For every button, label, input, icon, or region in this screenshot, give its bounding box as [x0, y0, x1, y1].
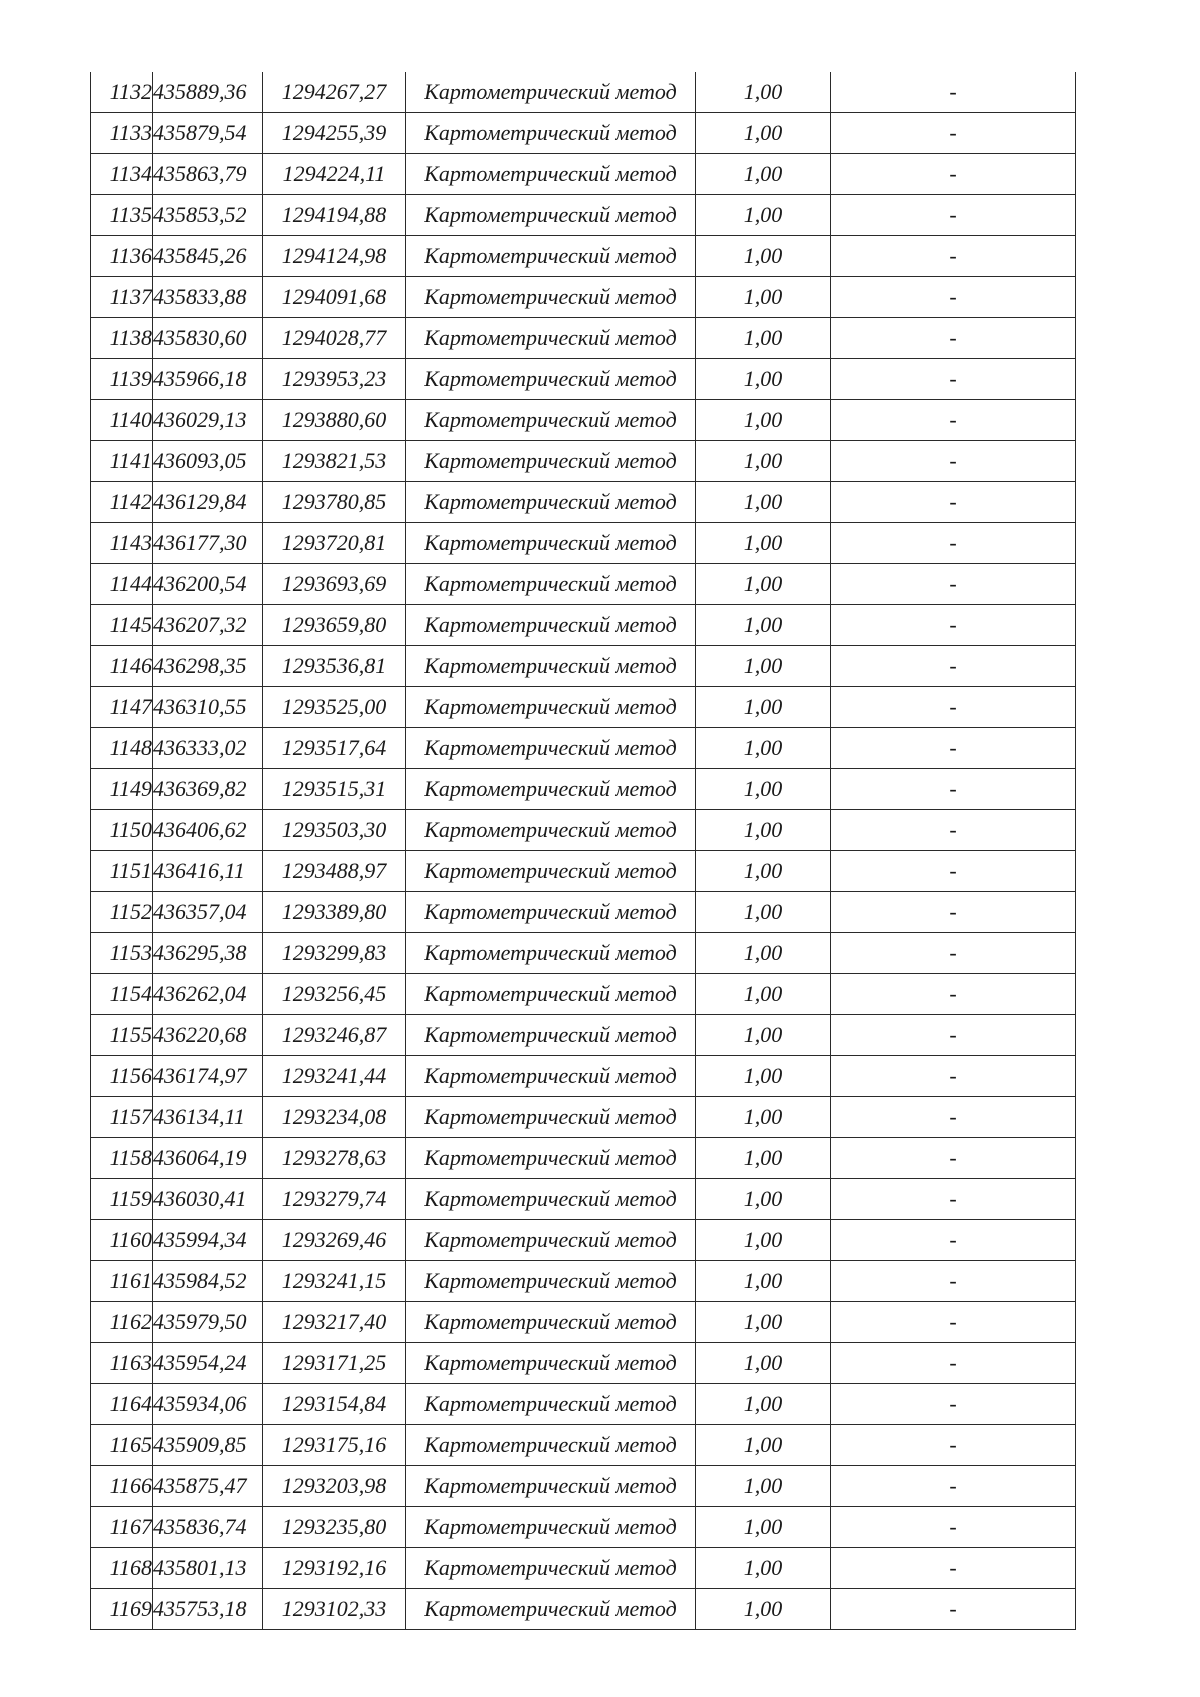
point-number-cell: 1160	[91, 1220, 153, 1261]
y-coordinate-cell: 1293241,15	[263, 1261, 406, 1302]
point-number-cell: 1163	[91, 1343, 153, 1384]
accuracy-cell: 1,00	[696, 400, 831, 441]
y-coordinate-cell: 1293192,16	[263, 1548, 406, 1589]
description-cell: -	[831, 1015, 1076, 1056]
point-number-cell: 1145	[91, 605, 153, 646]
table-row	[91, 1343, 1076, 1384]
point-number-cell: 1136	[91, 236, 153, 277]
description-cell: -	[831, 892, 1076, 933]
point-number-cell: 1139	[91, 359, 153, 400]
x-coordinate-cell: 435934,06	[153, 1384, 263, 1425]
accuracy-cell: 1,00	[696, 605, 831, 646]
x-coordinate-cell: 436030,41	[153, 1179, 263, 1220]
table-row	[91, 1425, 1076, 1466]
method-cell: Картометрический метод	[406, 646, 696, 687]
y-coordinate-cell: 1293536,81	[263, 646, 406, 687]
point-number-cell: 1144	[91, 564, 153, 605]
accuracy-cell: 1,00	[696, 195, 831, 236]
method-cell: Картометрический метод	[406, 400, 696, 441]
y-coordinate-cell: 1293246,87	[263, 1015, 406, 1056]
table-row	[91, 359, 1076, 400]
description-cell: -	[831, 1548, 1076, 1589]
x-coordinate-cell: 436207,32	[153, 605, 263, 646]
accuracy-cell: 1,00	[696, 646, 831, 687]
point-number-cell: 1165	[91, 1425, 153, 1466]
x-coordinate-cell: 436295,38	[153, 933, 263, 974]
point-number-cell: 1150	[91, 810, 153, 851]
x-coordinate-cell: 436093,05	[153, 441, 263, 482]
table-row	[91, 1138, 1076, 1179]
y-coordinate-cell: 1293880,60	[263, 400, 406, 441]
x-coordinate-cell: 436369,82	[153, 769, 263, 810]
method-cell: Картометрический метод	[406, 277, 696, 318]
table-row	[91, 851, 1076, 892]
y-coordinate-cell: 1294028,77	[263, 318, 406, 359]
method-cell: Картометрический метод	[406, 728, 696, 769]
description-cell: -	[831, 1425, 1076, 1466]
accuracy-cell: 1,00	[696, 974, 831, 1015]
x-coordinate-cell: 436416,11	[153, 851, 263, 892]
description-cell: -	[831, 318, 1076, 359]
accuracy-cell: 1,00	[696, 482, 831, 523]
accuracy-cell: 1,00	[696, 523, 831, 564]
accuracy-cell: 1,00	[696, 564, 831, 605]
accuracy-cell: 1,00	[696, 113, 831, 154]
point-number-cell: 1138	[91, 318, 153, 359]
table-row	[91, 646, 1076, 687]
x-coordinate-cell: 436262,04	[153, 974, 263, 1015]
point-number-cell: 1132	[91, 72, 153, 113]
y-coordinate-cell: 1293525,00	[263, 687, 406, 728]
method-cell: Картометрический метод	[406, 236, 696, 277]
method-cell: Картометрический метод	[406, 1343, 696, 1384]
description-cell: -	[831, 769, 1076, 810]
description-cell: -	[831, 441, 1076, 482]
method-cell: Картометрический метод	[406, 1302, 696, 1343]
table-row	[91, 72, 1076, 113]
accuracy-cell: 1,00	[696, 1138, 831, 1179]
description-cell: -	[831, 359, 1076, 400]
point-number-cell: 1149	[91, 769, 153, 810]
table-row	[91, 441, 1076, 482]
y-coordinate-cell: 1293235,80	[263, 1507, 406, 1548]
y-coordinate-cell: 1294224,11	[263, 154, 406, 195]
y-coordinate-cell: 1293154,84	[263, 1384, 406, 1425]
y-coordinate-cell: 1294255,39	[263, 113, 406, 154]
y-coordinate-cell: 1293693,69	[263, 564, 406, 605]
y-coordinate-cell: 1293217,40	[263, 1302, 406, 1343]
point-number-cell: 1137	[91, 277, 153, 318]
description-cell: -	[831, 154, 1076, 195]
accuracy-cell: 1,00	[696, 810, 831, 851]
accuracy-cell: 1,00	[696, 1179, 831, 1220]
point-number-cell: 1159	[91, 1179, 153, 1220]
point-number-cell: 1152	[91, 892, 153, 933]
method-cell: Картометрический метод	[406, 482, 696, 523]
table-row	[91, 933, 1076, 974]
method-cell: Картометрический метод	[406, 113, 696, 154]
point-number-cell: 1166	[91, 1466, 153, 1507]
method-cell: Картометрический метод	[406, 1589, 696, 1630]
x-coordinate-cell: 436333,02	[153, 728, 263, 769]
y-coordinate-cell: 1293278,63	[263, 1138, 406, 1179]
description-cell: -	[831, 523, 1076, 564]
accuracy-cell: 1,00	[696, 1097, 831, 1138]
method-cell: Картометрический метод	[406, 1097, 696, 1138]
table-row	[91, 1179, 1076, 1220]
accuracy-cell: 1,00	[696, 1056, 831, 1097]
y-coordinate-cell: 1293299,83	[263, 933, 406, 974]
y-coordinate-cell: 1294091,68	[263, 277, 406, 318]
table-row	[91, 318, 1076, 359]
method-cell: Картометрический метод	[406, 359, 696, 400]
description-cell: -	[831, 1507, 1076, 1548]
description-cell: -	[831, 1097, 1076, 1138]
y-coordinate-cell: 1293389,80	[263, 892, 406, 933]
table-row	[91, 1015, 1076, 1056]
point-number-cell: 1143	[91, 523, 153, 564]
method-cell: Картометрический метод	[406, 154, 696, 195]
point-number-cell: 1168	[91, 1548, 153, 1589]
method-cell: Картометрический метод	[406, 1466, 696, 1507]
y-coordinate-cell: 1293488,97	[263, 851, 406, 892]
accuracy-cell: 1,00	[696, 1343, 831, 1384]
point-number-cell: 1157	[91, 1097, 153, 1138]
x-coordinate-cell: 436134,11	[153, 1097, 263, 1138]
accuracy-cell: 1,00	[696, 933, 831, 974]
description-cell: -	[831, 1220, 1076, 1261]
x-coordinate-cell: 436310,55	[153, 687, 263, 728]
table-row	[91, 400, 1076, 441]
x-coordinate-cell: 436200,54	[153, 564, 263, 605]
description-cell: -	[831, 236, 1076, 277]
table-row	[91, 728, 1076, 769]
y-coordinate-cell: 1293821,53	[263, 441, 406, 482]
point-number-cell: 1146	[91, 646, 153, 687]
point-number-cell: 1135	[91, 195, 153, 236]
description-cell: -	[831, 851, 1076, 892]
y-coordinate-cell: 1293515,31	[263, 769, 406, 810]
description-cell: -	[831, 605, 1076, 646]
description-cell: -	[831, 810, 1076, 851]
x-coordinate-cell: 435879,54	[153, 113, 263, 154]
x-coordinate-cell: 435875,47	[153, 1466, 263, 1507]
accuracy-cell: 1,00	[696, 892, 831, 933]
method-cell: Картометрический метод	[406, 1220, 696, 1261]
accuracy-cell: 1,00	[696, 1425, 831, 1466]
point-number-cell: 1147	[91, 687, 153, 728]
accuracy-cell: 1,00	[696, 728, 831, 769]
accuracy-cell: 1,00	[696, 1015, 831, 1056]
y-coordinate-cell: 1293241,44	[263, 1056, 406, 1097]
y-coordinate-cell: 1293503,30	[263, 810, 406, 851]
table-row	[91, 1302, 1076, 1343]
table-row	[91, 1548, 1076, 1589]
point-number-cell: 1164	[91, 1384, 153, 1425]
y-coordinate-cell: 1293659,80	[263, 605, 406, 646]
method-cell: Картометрический метод	[406, 769, 696, 810]
x-coordinate-cell: 436029,13	[153, 400, 263, 441]
description-cell: -	[831, 1179, 1076, 1220]
table-row	[91, 974, 1076, 1015]
description-cell: -	[831, 1384, 1076, 1425]
point-number-cell: 1141	[91, 441, 153, 482]
x-coordinate-cell: 435801,13	[153, 1548, 263, 1589]
method-cell: Картометрический метод	[406, 851, 696, 892]
accuracy-cell: 1,00	[696, 1261, 831, 1302]
x-coordinate-cell: 435836,74	[153, 1507, 263, 1548]
x-coordinate-cell: 436129,84	[153, 482, 263, 523]
accuracy-cell: 1,00	[696, 359, 831, 400]
x-coordinate-cell: 435845,26	[153, 236, 263, 277]
accuracy-cell: 1,00	[696, 1589, 831, 1630]
method-cell: Картометрический метод	[406, 523, 696, 564]
method-cell: Картометрический метод	[406, 1507, 696, 1548]
method-cell: Картометрический метод	[406, 1384, 696, 1425]
table-row	[91, 687, 1076, 728]
point-number-cell: 1133	[91, 113, 153, 154]
method-cell: Картометрический метод	[406, 318, 696, 359]
table-row	[91, 1220, 1076, 1261]
y-coordinate-cell: 1293953,23	[263, 359, 406, 400]
point-number-cell: 1167	[91, 1507, 153, 1548]
x-coordinate-cell: 436298,35	[153, 646, 263, 687]
method-cell: Картометрический метод	[406, 1138, 696, 1179]
x-coordinate-cell: 435830,60	[153, 318, 263, 359]
accuracy-cell: 1,00	[696, 851, 831, 892]
method-cell: Картометрический метод	[406, 1425, 696, 1466]
x-coordinate-cell: 435984,52	[153, 1261, 263, 1302]
table-row	[91, 1261, 1076, 1302]
table-row	[91, 1589, 1076, 1630]
table-row	[91, 564, 1076, 605]
accuracy-cell: 1,00	[696, 769, 831, 810]
point-number-cell: 1151	[91, 851, 153, 892]
accuracy-cell: 1,00	[696, 277, 831, 318]
method-cell: Картометрический метод	[406, 974, 696, 1015]
x-coordinate-cell: 436177,30	[153, 523, 263, 564]
y-coordinate-cell: 1293203,98	[263, 1466, 406, 1507]
method-cell: Картометрический метод	[406, 1261, 696, 1302]
accuracy-cell: 1,00	[696, 72, 831, 113]
x-coordinate-cell: 435954,24	[153, 1343, 263, 1384]
accuracy-cell: 1,00	[696, 318, 831, 359]
y-coordinate-cell: 1294124,98	[263, 236, 406, 277]
description-cell: -	[831, 1302, 1076, 1343]
description-cell: -	[831, 113, 1076, 154]
description-cell: -	[831, 195, 1076, 236]
accuracy-cell: 1,00	[696, 441, 831, 482]
description-cell: -	[831, 400, 1076, 441]
table-row	[91, 892, 1076, 933]
table-row	[91, 605, 1076, 646]
y-coordinate-cell: 1293171,25	[263, 1343, 406, 1384]
table-row	[91, 1056, 1076, 1097]
point-number-cell: 1140	[91, 400, 153, 441]
accuracy-cell: 1,00	[696, 1302, 831, 1343]
table-row	[91, 769, 1076, 810]
method-cell: Картометрический метод	[406, 1179, 696, 1220]
x-coordinate-cell: 435994,34	[153, 1220, 263, 1261]
x-coordinate-cell: 436406,62	[153, 810, 263, 851]
table-row	[91, 1507, 1076, 1548]
x-coordinate-cell: 436064,19	[153, 1138, 263, 1179]
point-number-cell: 1158	[91, 1138, 153, 1179]
table-row	[91, 1384, 1076, 1425]
x-coordinate-cell: 435833,88	[153, 277, 263, 318]
y-coordinate-cell: 1294267,27	[263, 72, 406, 113]
accuracy-cell: 1,00	[696, 1507, 831, 1548]
method-cell: Картометрический метод	[406, 564, 696, 605]
table-row	[91, 482, 1076, 523]
description-cell: -	[831, 1466, 1076, 1507]
x-coordinate-cell: 435889,36	[153, 72, 263, 113]
x-coordinate-cell: 435979,50	[153, 1302, 263, 1343]
y-coordinate-cell: 1293102,33	[263, 1589, 406, 1630]
method-cell: Картометрический метод	[406, 892, 696, 933]
description-cell: -	[831, 72, 1076, 113]
description-cell: -	[831, 687, 1076, 728]
accuracy-cell: 1,00	[696, 154, 831, 195]
table-row	[91, 810, 1076, 851]
table-row	[91, 523, 1076, 564]
description-cell: -	[831, 1056, 1076, 1097]
method-cell: Картометрический метод	[406, 1056, 696, 1097]
point-number-cell: 1134	[91, 154, 153, 195]
table-row	[91, 1466, 1076, 1507]
x-coordinate-cell: 435909,85	[153, 1425, 263, 1466]
table-row	[91, 195, 1076, 236]
x-coordinate-cell: 435853,52	[153, 195, 263, 236]
description-cell: -	[831, 974, 1076, 1015]
description-cell: -	[831, 1589, 1076, 1630]
point-number-cell: 1155	[91, 1015, 153, 1056]
table-body	[91, 72, 1076, 1630]
method-cell: Картометрический метод	[406, 195, 696, 236]
description-cell: -	[831, 482, 1076, 523]
accuracy-cell: 1,00	[696, 1220, 831, 1261]
description-cell: -	[831, 1343, 1076, 1384]
point-number-cell: 1162	[91, 1302, 153, 1343]
description-cell: -	[831, 728, 1076, 769]
y-coordinate-cell: 1294194,88	[263, 195, 406, 236]
table-row	[91, 236, 1076, 277]
accuracy-cell: 1,00	[696, 1466, 831, 1507]
description-cell: -	[831, 1138, 1076, 1179]
coordinates-table	[90, 72, 1076, 1630]
description-cell: -	[831, 1261, 1076, 1302]
point-number-cell: 1156	[91, 1056, 153, 1097]
y-coordinate-cell: 1293175,16	[263, 1425, 406, 1466]
x-coordinate-cell: 435863,79	[153, 154, 263, 195]
accuracy-cell: 1,00	[696, 236, 831, 277]
description-cell: -	[831, 646, 1076, 687]
method-cell: Картометрический метод	[406, 1015, 696, 1056]
y-coordinate-cell: 1293269,46	[263, 1220, 406, 1261]
y-coordinate-cell: 1293517,64	[263, 728, 406, 769]
table-row	[91, 1097, 1076, 1138]
accuracy-cell: 1,00	[696, 1548, 831, 1589]
x-coordinate-cell: 435753,18	[153, 1589, 263, 1630]
table-row	[91, 277, 1076, 318]
method-cell: Картометрический метод	[406, 933, 696, 974]
point-number-cell: 1148	[91, 728, 153, 769]
x-coordinate-cell: 436220,68	[153, 1015, 263, 1056]
method-cell: Картометрический метод	[406, 72, 696, 113]
accuracy-cell: 1,00	[696, 687, 831, 728]
point-number-cell: 1142	[91, 482, 153, 523]
coordinates-table-page	[90, 72, 1075, 1630]
point-number-cell: 1153	[91, 933, 153, 974]
method-cell: Картометрический метод	[406, 1548, 696, 1589]
accuracy-cell: 1,00	[696, 1384, 831, 1425]
y-coordinate-cell: 1293720,81	[263, 523, 406, 564]
x-coordinate-cell: 435966,18	[153, 359, 263, 400]
y-coordinate-cell: 1293279,74	[263, 1179, 406, 1220]
table-row	[91, 154, 1076, 195]
method-cell: Картометрический метод	[406, 605, 696, 646]
x-coordinate-cell: 436357,04	[153, 892, 263, 933]
table-row	[91, 113, 1076, 154]
point-number-cell: 1169	[91, 1589, 153, 1630]
y-coordinate-cell: 1293234,08	[263, 1097, 406, 1138]
description-cell: -	[831, 933, 1076, 974]
method-cell: Картометрический метод	[406, 687, 696, 728]
method-cell: Картометрический метод	[406, 810, 696, 851]
point-number-cell: 1161	[91, 1261, 153, 1302]
description-cell: -	[831, 277, 1076, 318]
point-number-cell: 1154	[91, 974, 153, 1015]
y-coordinate-cell: 1293780,85	[263, 482, 406, 523]
method-cell: Картометрический метод	[406, 441, 696, 482]
x-coordinate-cell: 436174,97	[153, 1056, 263, 1097]
description-cell: -	[831, 564, 1076, 605]
y-coordinate-cell: 1293256,45	[263, 974, 406, 1015]
